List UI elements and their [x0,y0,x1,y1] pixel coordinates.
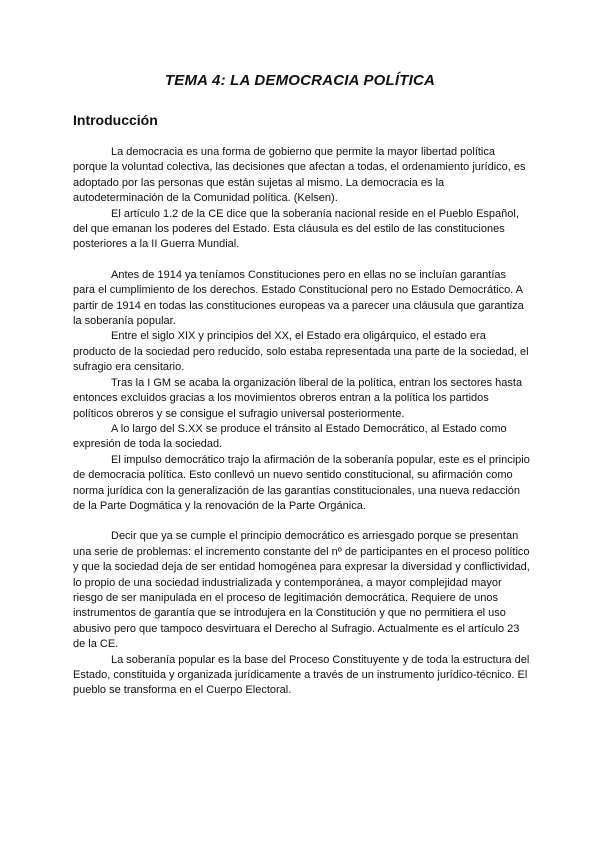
paragraph: El artículo 1.2 de la CE dice que la soberanía nacional reside en el Pueblo Español, del que emanan los poderes del Estado. Esta cláusula es del estilo de las constituciones posteriores a la II Guerra Mundial. [73,207,519,251]
paragraph: El impulso democrático trajo la afirmación de la soberanía popular, este es el principio de democracia política. Esto conllevó un nuevo sentido constitucional, su afirmación como norma jurídica con la generalización de las garantías constitucionales, una nueva redacción de la Parte Dogmática y la renovación de la Parte Orgánica. [73,453,530,512]
paragraph: La democracia es una forma de gobierno que permite la mayor libertad política porque la voluntad colectiva, las decisiones que afectan a todas, el ordenamiento jurídico, es adoptado por las personas que están sujetas al mismo. La democracia es la autodeterminación de la Comunidad política. (Kelsen). [73,146,526,205]
paragraph: Entre el siglo XIX y principios del XX, el Estado era oligárquico, el estado era producto de la sociedad pero reducido, solo estaba representada una parte de la sociedad, el sufragio era censitario. [73,330,529,374]
document-body [73,145,531,699]
section-heading: Introducción [73,112,158,128]
paragraph: Decir que ya se cumple el principio democrático es arriesgado porque se presentan una serie de problemas: el incremento constante del nº de participantes en el proceso político y que la sociedad deja de ser entidad homogénea para expresar la diversidad y conflictividad, lo propio de una sociedad industrializada y contemporánea, a mayor complejidad mayor riesgo de ser manipulada en el proceso de legitimación democrática. Requiere de unos instrumentos de garantía que se introdujera en la Constitución y que no permitiera el uso abusivo pero que tampoco desvirtuara el Derecho al Sufragio. Actualmente es el artículo 23 de la CE. [73,530,530,651]
paragraph: A lo largo del S.XX se produce el tránsito al Estado Democrático, al Estado como expresión de toda la sociedad. [73,422,507,451]
paragraph: La soberanía popular es la base del Proceso Constituyente y de toda la estructura del Estado, constituida y organizada jurídicamente a través de un instrumento jurídico-técnico. El pueblo se transforma en el Cuerpo Electoral. [73,653,530,697]
document-title: TEMA 4: LA DEMOCRACIA POLÍTICA [164,72,436,89]
paragraph: Antes de 1914 ya teníamos Constituciones pero en ellas no se incluían garantías para el cumplimiento de los derechos. Estado Constitucional pero no Estado Democrático. A partir de 1914 en todas las constituciones europeas va a parecer una cláusula que garantiza la soberanía popular. [73,268,524,328]
paragraph: Tras la I GM se acaba la organización liberal de la política, entran los sectores hasta entonces excluidos gracias a los movimientos obreros entran a la política los partidos políticos obreros y se consigue el sufragio universal posteriormente. [73,376,523,420]
